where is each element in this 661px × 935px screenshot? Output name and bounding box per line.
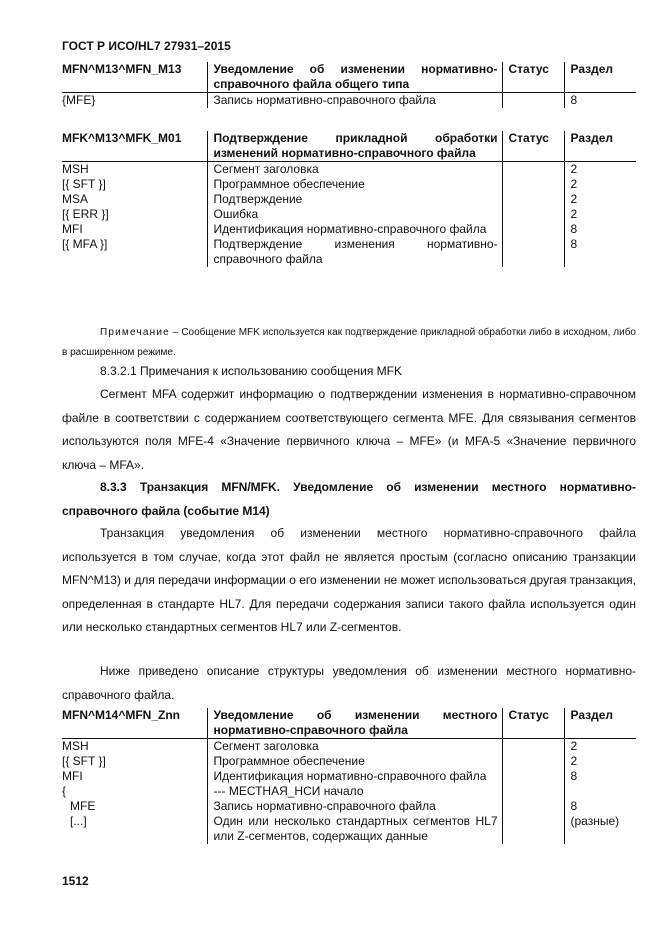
section-cell: 8	[564, 237, 636, 267]
table-header-row	[62, 62, 636, 93]
section-cell: 2	[564, 177, 636, 192]
segment-cell: MSH	[62, 162, 89, 176]
table-row	[62, 799, 636, 814]
section-cell: 8	[564, 93, 636, 109]
description-cell: Подтверждение	[207, 192, 502, 207]
note	[62, 323, 636, 363]
paragraph: Сегмент MFA содержит информацию о подтверждении изменения в нормативно-справочном файле в соответствии с содержанием соответствующего сегмента MFE. Для связывания сегментов используются поля MFE-4 «Значение первичного ключа – MFE» (и MFA-5 «Значение первичного ключа – MFA».	[62, 387, 636, 472]
description-cell: Сегмент заголовка	[207, 739, 502, 755]
table-row	[62, 162, 636, 178]
column-header-status: Статус	[502, 708, 564, 739]
section-cell: 2	[564, 162, 636, 178]
table-row	[62, 207, 636, 222]
status-cell	[502, 784, 564, 799]
column-header-status: Статус	[502, 131, 564, 162]
description-cell: Запись нормативно-справочного файла	[207, 93, 502, 109]
column-header-section: Раздел	[564, 131, 636, 162]
table-header-row	[62, 708, 636, 739]
segment-cell: [{ SFT }]	[62, 177, 106, 191]
section-cell: 8	[564, 222, 636, 237]
status-cell	[502, 177, 564, 192]
column-header-status: Статус	[502, 62, 564, 93]
section-cell: 2	[564, 754, 636, 769]
table-mfk-m13	[62, 131, 636, 267]
note-text: – Сообщение MFK используется как подтверждение прикладной обработки либо в исходном, либо в расширенном режиме.	[62, 327, 636, 358]
description-cell: Один или несколько стандартных сегментов HL7 или Z-сегментов, содержащих данные	[207, 814, 502, 844]
table-mfn-m14	[62, 708, 636, 844]
description-cell: Программное обеспечение	[207, 754, 502, 769]
description-cell: Программное обеспечение	[207, 177, 502, 192]
column-header-structure: MFK^M13^MFK_M01	[62, 131, 207, 162]
segment-cell: [{ MFA }]	[62, 237, 108, 251]
column-header-structure: MFN^M14^MFN_Znn	[62, 708, 207, 739]
segment-cell: MFE	[70, 799, 96, 813]
segment-cell: [{ SFT }]	[62, 754, 106, 768]
paragraph: Ниже приведено описание структуры уведомления об изменении местного нормативно-справочного файла.	[62, 664, 636, 702]
table-row	[62, 93, 636, 109]
paragraph: Транзакция уведомления об изменении местного нормативно-справочного файла используется в том случае, когда этот файл не является простым (согласно описанию транзакции MFN^M13) и для передачи информации о его изменении не может использоваться другая транзакция, определенная в стандарте HL7. Для передачи содержания записи такого файла используется один или несколько стандартных сегментов HL7 или Z-сегментов.	[62, 526, 636, 634]
status-cell	[502, 192, 564, 207]
description-cell: Идентификация нормативно-справочного файла	[207, 769, 502, 784]
status-cell	[502, 207, 564, 222]
section-cell: (разные)	[564, 814, 636, 844]
description-cell: Запись нормативно-справочного файла	[207, 799, 502, 814]
paragraph-subheading: 8.3.2.1 Примечания к использованию сообщения MFK	[100, 364, 402, 378]
description-cell: --- МЕСТНАЯ_НСИ начало	[207, 784, 502, 799]
segment-cell: {MFE}	[62, 93, 96, 107]
segment-cell: [...]	[70, 814, 87, 828]
status-cell	[502, 769, 564, 784]
description-cell: Подтверждение изменения нормативно-справочного файла	[207, 237, 502, 267]
table-mfn-m13	[62, 62, 636, 108]
table-row	[62, 177, 636, 192]
description-cell: Сегмент заголовка	[207, 162, 502, 178]
segment-cell: [{ ERR }]	[62, 207, 109, 221]
note-label: Примечание	[100, 327, 170, 338]
status-cell	[502, 93, 564, 109]
section-cell: 8	[564, 799, 636, 814]
table-row	[62, 754, 636, 769]
table-row	[62, 769, 636, 784]
status-cell	[502, 237, 564, 267]
page-header: ГОСТ Р ИСО/HL7 27931–2015	[62, 39, 231, 53]
column-header-structure: MFN^M13^MFN_M13	[62, 62, 207, 93]
status-cell	[502, 814, 564, 844]
column-header-description: Уведомление об изменении нормативно-справочного файла общего типа	[207, 62, 502, 93]
column-header-section: Раздел	[564, 708, 636, 739]
table-row	[62, 237, 636, 267]
status-cell	[502, 799, 564, 814]
description-cell: Идентификация нормативно-справочного файла	[207, 222, 502, 237]
page-number: 1512	[62, 874, 89, 888]
segment-cell: MSA	[62, 192, 89, 206]
status-cell	[502, 222, 564, 237]
section-cell: 2	[564, 207, 636, 222]
table-row	[62, 814, 636, 844]
column-header-description: Подтверждение прикладной обработки изменений нормативно-справочного файла	[207, 131, 502, 162]
segment-cell: MSH	[62, 739, 89, 753]
table-row	[62, 222, 636, 237]
section-cell: 2	[564, 739, 636, 755]
table-row	[62, 739, 636, 755]
table-header-row	[62, 131, 636, 162]
section-heading: 8.3.3 Транзакция MFN/MFK. Уведомление об изменении местного нормативно-справочного файла (событие M14)	[62, 480, 636, 518]
section-cell: 8	[564, 769, 636, 784]
table-row	[62, 192, 636, 207]
column-header-section: Раздел	[564, 62, 636, 93]
column-header-description: Уведомление об изменении местного нормативно-справочного файла	[207, 708, 502, 739]
table-row	[62, 784, 636, 799]
section-cell	[564, 784, 636, 799]
segment-cell: MFI	[62, 769, 83, 783]
segment-cell: {	[62, 784, 67, 798]
status-cell	[502, 739, 564, 755]
section-cell: 2	[564, 192, 636, 207]
status-cell	[502, 162, 564, 178]
status-cell	[502, 754, 564, 769]
segment-cell: MFI	[62, 222, 83, 236]
description-cell: Ошибка	[207, 207, 502, 222]
